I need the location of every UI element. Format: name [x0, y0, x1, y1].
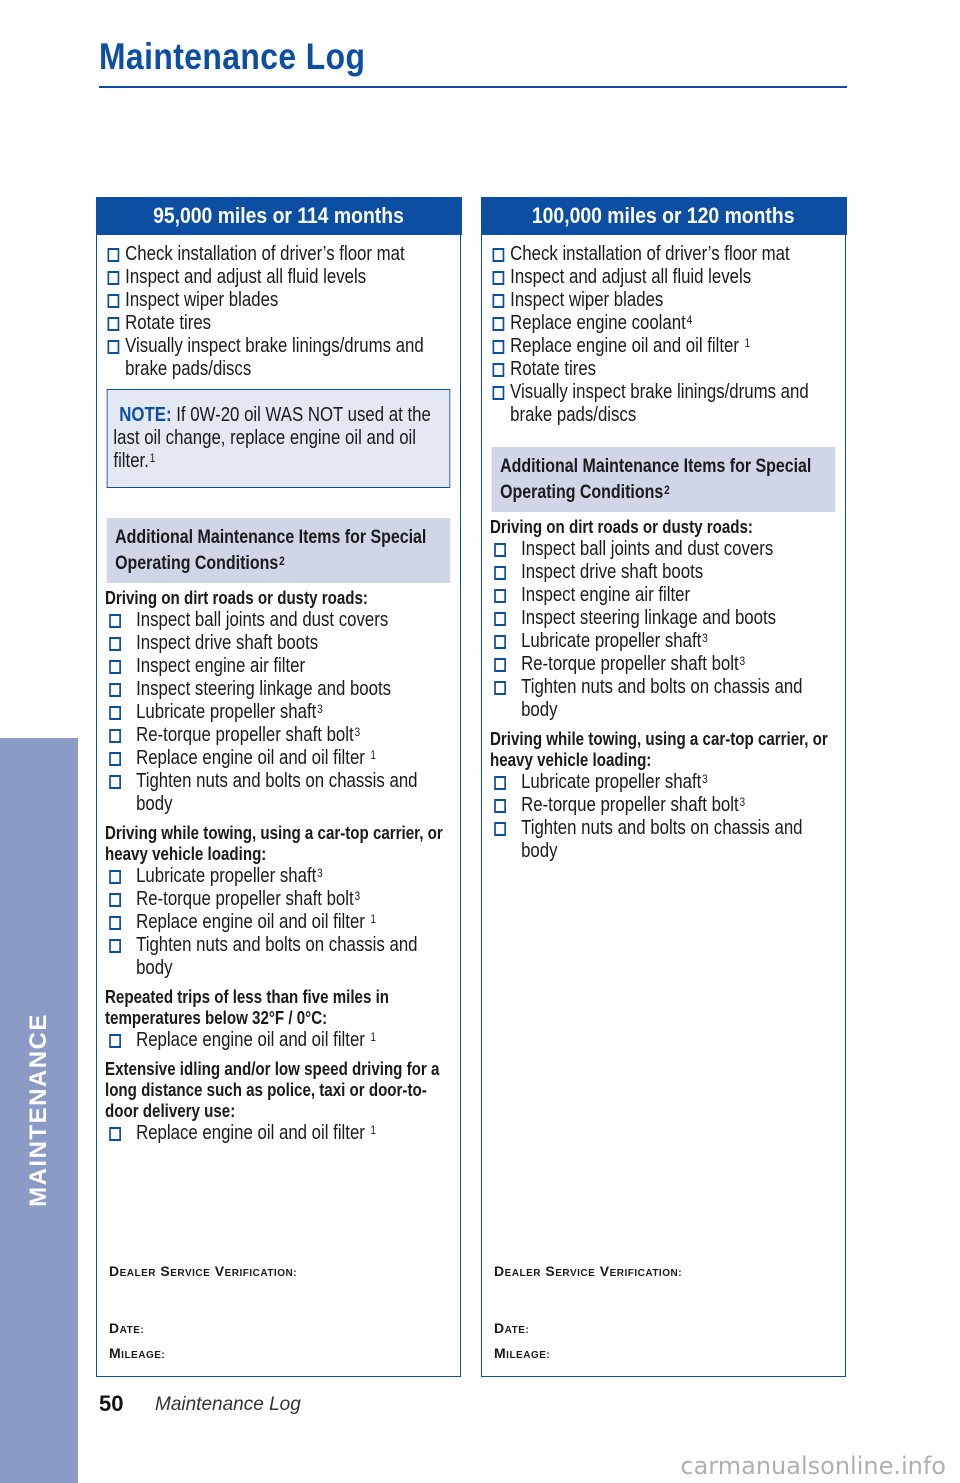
- checklist-item: [105, 724, 452, 747]
- checklist-item: [490, 358, 837, 381]
- checklist-item-text: Rotate tires: [510, 357, 597, 380]
- checkbox-icon[interactable]: [109, 916, 121, 930]
- checklist-item-text: Inspect wiper blades: [125, 288, 279, 311]
- checklist-item-text: Replace engine oil and oil filter: [136, 746, 370, 769]
- note-box: [107, 389, 450, 488]
- checklist-item: [105, 266, 452, 289]
- checklist-item-text: Replace engine coolant: [510, 311, 686, 334]
- checklist-item-text: Inspect ball joints and dust covers: [521, 537, 774, 560]
- checklist-item-text: Tighten nuts and bolts on chassis and body: [136, 769, 418, 815]
- checkbox-icon[interactable]: [493, 271, 505, 285]
- note-text: If 0W-20 oil WAS NOT used at the last oil change, replace engine oil and oil filter.: [113, 403, 431, 472]
- checkbox-icon[interactable]: [494, 612, 506, 626]
- checklist-item: [105, 865, 452, 888]
- special-conditions: [105, 588, 452, 1145]
- checkbox-icon[interactable]: [493, 248, 505, 262]
- footnote-ref: 3: [317, 865, 323, 880]
- checklist-item: [105, 335, 452, 381]
- checklist-item-text: Re-torque propeller shaft bolt: [136, 723, 354, 746]
- checkbox-icon[interactable]: [493, 317, 505, 331]
- condition-items: [105, 1029, 452, 1052]
- checkbox-icon[interactable]: [493, 363, 505, 377]
- checklist-item-text: Lubricate propeller shaft: [521, 629, 702, 652]
- checklist-item-text: Inspect drive shaft boots: [136, 631, 319, 654]
- condition-items: [490, 538, 837, 722]
- footnote-ref: 3: [739, 653, 746, 668]
- checklist-item: [105, 678, 452, 701]
- checkbox-icon[interactable]: [109, 660, 121, 674]
- checklist-item: [490, 312, 837, 335]
- interval-card-95000: [96, 197, 461, 1377]
- page-number: 50: [99, 1391, 124, 1416]
- checklist-item: [105, 632, 452, 655]
- interval-header: 100,000 miles or 120 months: [481, 197, 847, 235]
- footer-label: Maintenance Log: [155, 1394, 301, 1415]
- checkbox-icon[interactable]: [494, 822, 506, 836]
- date-label: DATE:: [494, 1320, 530, 1336]
- checklist-item-text: Replace engine oil and oil filter: [136, 1028, 370, 1051]
- checkbox-icon[interactable]: [493, 386, 505, 400]
- checkbox-icon[interactable]: [109, 614, 121, 628]
- interval-card-100000: [481, 197, 846, 1377]
- checkbox-icon[interactable]: [109, 893, 121, 907]
- checklist-item: [105, 1029, 452, 1052]
- mileage-label: MILEAGE:: [494, 1345, 551, 1361]
- checklist-item-text: Re-torque propeller shaft bolt: [521, 652, 739, 675]
- checkbox-icon[interactable]: [109, 637, 121, 651]
- condition-items: [490, 771, 837, 863]
- interval-header: 95,000 miles or 114 months: [96, 197, 462, 235]
- checklist-item-text: Visually inspect brake linings/drums and brake pads/discs: [510, 380, 809, 426]
- standard-items: [105, 243, 452, 381]
- checklist-item-text: Inspect ball joints and dust covers: [136, 608, 389, 631]
- checkbox-icon[interactable]: [108, 294, 120, 308]
- checklist-item: [490, 538, 837, 561]
- footnote-ref: 3: [702, 771, 708, 786]
- footnote-ref: 1: [370, 1122, 377, 1137]
- checkbox-icon[interactable]: [109, 683, 121, 697]
- special-conditions: [490, 517, 837, 863]
- checklist-item: [490, 630, 837, 653]
- checklist-item: [490, 584, 837, 607]
- checkbox-icon[interactable]: [494, 681, 506, 695]
- checklist-item-text: Tighten nuts and bolts on chassis and body: [521, 816, 803, 862]
- checklist-item-text: Tighten nuts and bolts on chassis and body: [136, 933, 418, 979]
- condition-heading: Driving on dirt roads or dusty roads:: [490, 516, 753, 537]
- checklist-item-text: Inspect steering linkage and boots: [521, 606, 777, 629]
- footnote-ref: 4: [686, 312, 693, 327]
- condition-heading: Driving on dirt roads or dusty roads:: [105, 587, 368, 608]
- checklist-item-text: Lubricate propeller shaft: [136, 700, 317, 723]
- checklist-item: [490, 266, 837, 289]
- checklist-item-text: Tighten nuts and bolts on chassis and body: [521, 675, 803, 721]
- condition-heading: Driving while towing, using a car-top carrier, or heavy vehicle loading:: [490, 728, 828, 770]
- checklist-item: [490, 335, 837, 358]
- checkbox-icon[interactable]: [109, 1127, 121, 1141]
- checklist-item-text: Replace engine oil and oil filter: [136, 1121, 370, 1144]
- checklist-item-text: Replace engine oil and oil filter: [136, 910, 370, 933]
- checkbox-icon[interactable]: [109, 1034, 121, 1048]
- checkbox-icon[interactable]: [109, 752, 121, 766]
- checkbox-icon[interactable]: [109, 706, 121, 720]
- footnote-ref: 1: [370, 1029, 377, 1044]
- checklist-item: [105, 770, 452, 816]
- condition-items: [105, 609, 452, 816]
- checklist-item-text: Inspect engine air filter: [521, 583, 691, 606]
- checkbox-icon[interactable]: [494, 589, 506, 603]
- checklist-item-text: Inspect and adjust all fluid levels: [510, 265, 752, 288]
- footnote-ref: 1: [370, 747, 377, 762]
- checklist-item: [105, 747, 452, 770]
- checkbox-icon[interactable]: [108, 271, 120, 285]
- checklist-item: [105, 701, 452, 724]
- checklist-item-text: Check installation of driver’s floor mat: [125, 242, 405, 265]
- mileage-label: MILEAGE:: [109, 1345, 166, 1361]
- checklist-item-text: Lubricate propeller shaft: [136, 864, 317, 887]
- additional-items-heading: Additional Maintenance Items for Special Operating Conditions$^2$: [107, 518, 450, 583]
- footnote-ref: 1: [744, 335, 751, 350]
- checklist-item: [105, 243, 452, 266]
- checklist-item: [490, 794, 837, 817]
- checklist-item: [490, 653, 837, 676]
- note-label: NOTE:: [119, 403, 172, 426]
- checklist-item-text: Inspect wiper blades: [510, 288, 664, 311]
- checklist-item: [105, 934, 452, 980]
- checklist-item: [105, 609, 452, 632]
- condition-heading: Extensive idling and/or low speed driving for a long distance such as police, taxi or door-to-door delivery use:: [105, 1058, 440, 1121]
- footnote-ref: 3: [739, 794, 746, 809]
- checkbox-icon[interactable]: [494, 543, 506, 557]
- checkbox-icon[interactable]: [109, 939, 121, 953]
- checkbox-icon[interactable]: [493, 340, 505, 354]
- footnote-ref: 3: [702, 630, 708, 645]
- footnote-ref: 3: [354, 724, 361, 739]
- dealer-verification-label: DEALER SERVICE VERIFICATION:: [494, 1263, 683, 1279]
- checklist-item-text: Replace engine oil and oil filter: [510, 334, 744, 357]
- checklist-item-text: Re-torque propeller shaft bolt: [521, 793, 739, 816]
- checklist-item: [490, 771, 837, 794]
- date-label: DATE:: [109, 1320, 145, 1336]
- checklist-item: [490, 676, 837, 722]
- checklist-item-text: Inspect engine air filter: [136, 654, 306, 677]
- checklist-item-text: Rotate tires: [125, 311, 212, 334]
- checklist-item: [105, 655, 452, 678]
- condition-heading: Driving while towing, using a car-top carrier, or heavy vehicle loading:: [105, 822, 443, 864]
- side-tab-label: MAINTENANCE: [25, 1013, 52, 1207]
- condition-items: [105, 1122, 452, 1145]
- checkbox-icon[interactable]: [494, 799, 506, 813]
- title-rule: [99, 86, 847, 88]
- standard-items: [490, 243, 837, 427]
- checklist-item-text: Inspect steering linkage and boots: [136, 677, 392, 700]
- footnote-ref: 3: [354, 888, 361, 903]
- checkbox-icon[interactable]: [494, 658, 506, 672]
- footnote-ref: 3: [317, 701, 323, 716]
- watermark: carmanualsonline.info: [680, 1452, 946, 1480]
- footnote-ref: 1: [149, 450, 156, 465]
- checklist-item-text: Inspect and adjust all fluid levels: [125, 265, 367, 288]
- condition-items: [105, 865, 452, 980]
- checklist-item-text: Lubricate propeller shaft: [521, 770, 702, 793]
- checklist-item: [105, 888, 452, 911]
- checklist-item: [105, 289, 452, 312]
- checklist-item-text: Inspect drive shaft boots: [521, 560, 704, 583]
- condition-heading: Repeated trips of less than five miles in temperatures below 32°F / 0°C:: [105, 986, 390, 1028]
- dealer-verification-label: DEALER SERVICE VERIFICATION:: [109, 1263, 298, 1279]
- checkbox-icon[interactable]: [108, 340, 120, 354]
- checklist-item: [490, 817, 837, 863]
- checkbox-icon[interactable]: [108, 248, 120, 262]
- checkbox-icon[interactable]: [494, 776, 506, 790]
- checklist-item: [490, 561, 837, 584]
- additional-items-heading: Additional Maintenance Items for Special Operating Conditions$^2$: [492, 447, 835, 512]
- checkbox-icon[interactable]: [493, 294, 505, 308]
- checkbox-icon[interactable]: [494, 635, 506, 649]
- checklist-item: [490, 289, 837, 312]
- checklist-item-text: Re-torque propeller shaft bolt: [136, 887, 354, 910]
- checkbox-icon[interactable]: [494, 566, 506, 580]
- checklist-item: [490, 243, 837, 266]
- page-title: Maintenance Log: [99, 36, 366, 77]
- checklist-item-text: Visually inspect brake linings/drums and brake pads/discs: [125, 334, 424, 380]
- checklist-item: [105, 1122, 452, 1145]
- checklist-item: [490, 381, 837, 427]
- checkbox-icon[interactable]: [109, 870, 121, 884]
- footnote-ref: 1: [370, 911, 377, 926]
- checklist-item: [105, 911, 452, 934]
- checklist-item: [490, 607, 837, 630]
- checkbox-icon[interactable]: [109, 729, 121, 743]
- checkbox-icon[interactable]: [108, 317, 120, 331]
- checklist-item: [105, 312, 452, 335]
- checkbox-icon[interactable]: [109, 775, 121, 789]
- checklist-item-text: Check installation of driver’s floor mat: [510, 242, 790, 265]
